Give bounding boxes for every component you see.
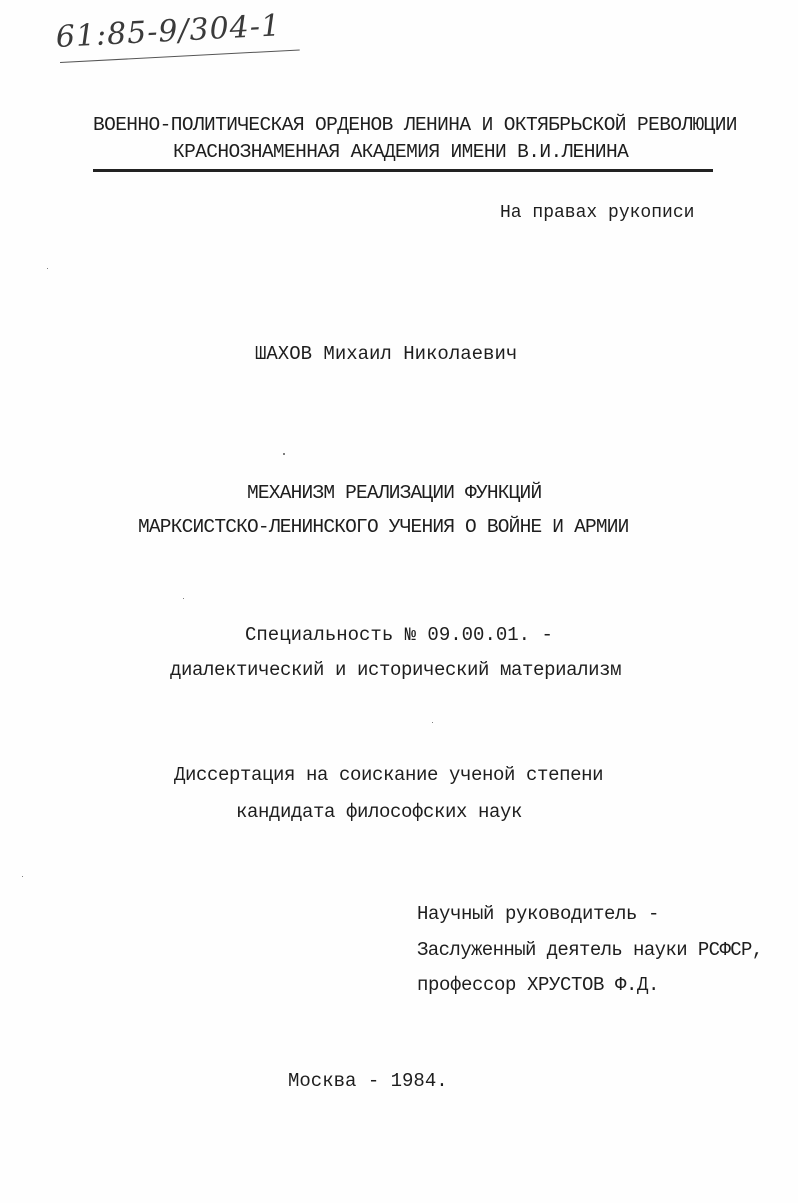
supervisor-line-1: Научный руководитель - (417, 903, 660, 925)
manuscript-rights: На правах рукописи (500, 203, 695, 223)
specialty-line-1: Специальность № 09.00.01. - (245, 624, 553, 646)
scan-speck (283, 453, 285, 455)
degree-line-2: кандидата философских наук (236, 801, 523, 823)
title-line-2: МАРКСИСТСКО-ЛЕНИНСКОГО УЧЕНИЯ О ВОЙНЕ И АРМИИ (138, 516, 629, 538)
city-year: Москва - 1984. (288, 1070, 448, 1092)
scan-speck (183, 598, 184, 599)
archive-number-handwritten: 61:85-9/304-1 (55, 8, 282, 55)
header-divider (93, 169, 713, 172)
title-line-1: МЕХАНИЗМ РЕАЛИЗАЦИИ ФУНКЦИЙ (247, 482, 542, 504)
degree-line-1: Диссертация на соискание ученой степени (174, 764, 604, 786)
scan-speck (47, 268, 48, 269)
institution-line-1: ВОЕННО-ПОЛИТИЧЕСКАЯ ОРДЕНОВ ЛЕНИНА И ОКТЯБРЬСКОЙ РЕВОЛЮЦИИ (93, 114, 737, 136)
institution-line-2: КРАСНОЗНАМЕННАЯ АКАДЕМИЯ ИМЕНИ В.И.ЛЕНИНА (173, 141, 629, 163)
scan-speck (22, 876, 23, 877)
scan-speck (432, 722, 433, 723)
specialty-line-2: диалектический и исторический материализм (170, 659, 622, 681)
author-name: ШАХОВ Михаил Николаевич (255, 343, 518, 365)
supervisor-line-2: Заслуженный деятель науки РСФСР, (417, 939, 763, 961)
supervisor-line-3: профессор ХРУСТОВ Ф.Д. (417, 974, 660, 996)
